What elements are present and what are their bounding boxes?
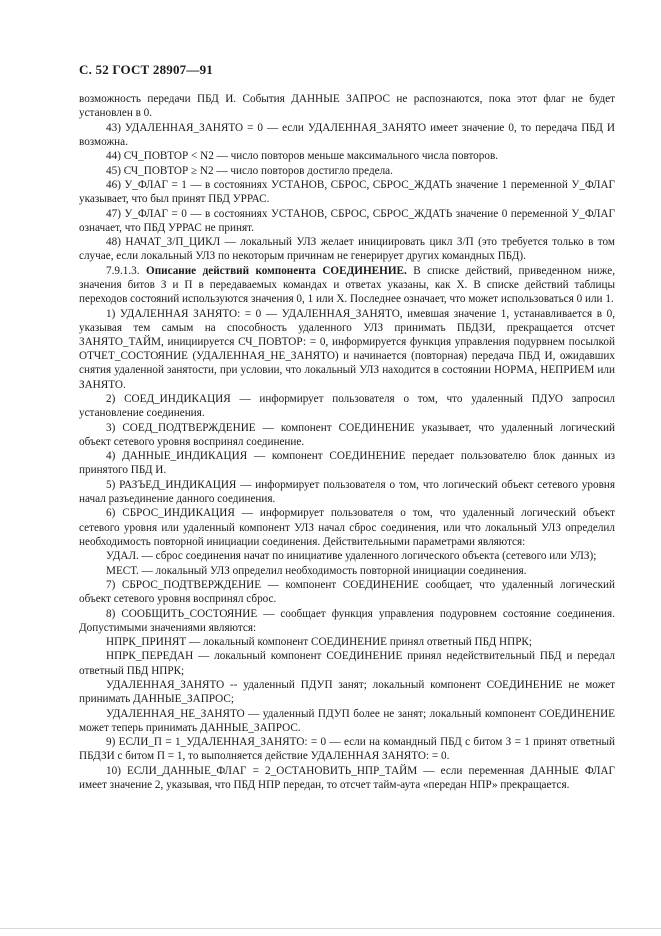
list-item: 46) У_ФЛАГ = 1 — в состояниях УСТАНОВ, СБРОС, СБРОС_ЖДАТЬ значение 1 переменной У_ФЛАГ указывает, что был принят ПБД УРРАС.: [79, 178, 615, 206]
action-item: 4) ДАННЫЕ_ИНДИКАЦИЯ — компонент СОЕДИНЕНИЕ передает пользователю блок данных из принятого ПБД И.: [79, 450, 615, 477]
section-text: В списке действий, приведенном ниже, значения битов З и П в передаваемых командах и ответах указаны, как X. В списке действий таблицы переходов состояний используются значения 0, 1 или X. Последнее означает, что может использоваться 0 или 1.: [79, 264, 615, 306]
paragraph-continuation: возможность передачи ПБД И. События ДАННЫЕ ЗАПРОС не распознаются, пока этот флаг не будет установлен в 0.: [79, 93, 615, 120]
action-item: 1) УДАЛЕННАЯ ЗАНЯТО: = 0 — УДАЛЕННАЯ_ЗАНЯТО, имевшая значение 1, устанавливается в 0, указывая тем самым на способность удаленного УЛЗ принимать ПБДЗИ, прекращается отсчет ЗАНЯТО_ТАЙМ, инициируется СЧ_ПОВТОР: = 0, информируется функция управления подурвнем посылкой ОТЧЕТ_СОСТОЯНИЕ (УДАЛЕННАЯ_НЕ_ЗАНЯТО) и начинается (повторная) передача ПБД И, ожидавших снятия удаленной занятости, при условии, что локальный УЛЗ находится в состоянии НОРМА, НЕПРИЕМ или ЗАНЯТО.: [79, 307, 615, 391]
action-item: 5) РАЗЪЕД_ИНДИКАЦИЯ — информирует пользователя о том, что логический объект сетевого уровня начал разъединение данного соединения.: [79, 478, 615, 505]
action-item: 3) СОЕД_ПОДТВЕРЖДЕНИЕ — компонент СОЕДИНЕНИЕ указывает, что удаленный логический объект сетевого уровня воспринял соединение.: [79, 421, 615, 448]
action-item: 9) ЕСЛИ_П = 1_УДАЛЕННАЯ_ЗАНЯТО: = 0 — если на командный ПБД с битом З = 1 принят ответный ПБДЗИ с битом П = 1, то выполняется действие УДАЛЕННАЯ ЗАНЯТО: = 0.: [79, 736, 615, 763]
action-item: 6) СБРОС_ИНДИКАЦИЯ — информирует пользователя о том, что удаленный логический объект сетевого уровня или удаленный компонент УЛЗ начал сброс соединения, или что локальный УЛЗ определил необходимость повторной инициации соединения. Действительными параметрами являются:: [79, 507, 615, 548]
definition-item: МЕСТ. — локальный УЛЗ определил необходимость повторной инициации соединения.: [106, 564, 527, 577]
list-item: 43) УДАЛЕННАЯ_ЗАНЯТО = 0 — если УДАЛЕННАЯ_ЗАНЯТО имеет значение 0, то передача ПБД И возможна.: [79, 121, 615, 148]
list-item: 47) У_ФЛАГ = 0 — в состояниях УСТАНОВ, СБРОС, СБРОС_ЖДАТЬ значение 0 переменной У_ФЛАГ означает, что ПБД УРРАС не принят.: [79, 207, 615, 234]
section-paragraph: [79, 264, 615, 307]
definition-item: УДАЛЕННАЯ_НЕ_ЗАНЯТО — удаленный ПДУП более не занят; локальный компонент СОЕДИНЕНИЕ может теперь принимать ДАННЫЕ_ЗАПРОС.: [79, 707, 615, 734]
section-number: 7.9.1.3.: [106, 264, 140, 277]
list-item: 45) СЧ_ПОВТОР ≥ N2 — число повторов достигло предела.: [106, 164, 393, 177]
action-item: 8) СООБЩИТЬ_СОСТОЯНИЕ — сообщает функция управления подуровнем состояние соединения. Допустимыми значениями являются:: [79, 607, 615, 634]
definition-item: УДАЛЕННАЯ_ЗАНЯТО -- удаленный ПДУП занят; локальный компонент СОЕДИНЕНИЕ не может принимать ДАННЫЕ_ЗАПРОС;: [79, 679, 615, 706]
list-item: 48) НАЧАТ_З/П_ЦИКЛ — локальный УЛЗ желает инициировать цикл З/П (это требуется только в том случае, если локальный УЛЗ по некоторым причинам не генерирует других командных ПБД).: [79, 236, 615, 263]
section-title: Описание действий компонента СОЕДИНЕНИЕ.: [146, 264, 407, 277]
page-header: С. 52 ГОСТ 28907—91: [79, 62, 213, 77]
action-item: 7) СБРОС_ПОДТВЕРЖДЕНИЕ — компонент СОЕДИНЕНИЕ сообщает, что удаленный логический объект сетевого уровня воспринял сброс.: [79, 578, 615, 606]
page-bottom-edge: [0, 928, 661, 929]
definition-item: НПРК_ПРИНЯТ — локальный компонент СОЕДИНЕНИЕ принял ответный ПБД НПРК;: [106, 636, 533, 649]
action-item: 2) СОЕД_ИНДИКАЦИЯ — информирует пользователя о том, что удаленный ПДУО запросил установление соединения.: [79, 392, 615, 420]
action-item: 10) ЕСЛИ_ДАННЫЕ_ФЛАГ = 2_ОСТАНОВИТЬ_НПР_ТАЙМ — если переменная ДАННЫЕ ФЛАГ имеет значение 2, указывая, что ПБД НПР передан, то отсчет тайм-аута «передан НПР» прекращается.: [79, 764, 615, 792]
definition-item: НПРК_ПЕРЕДАН — локальный компонент СОЕДИНЕНИЕ принял недействительный ПБД и передал ответный ПБД НПРК;: [79, 650, 615, 677]
document-body: [79, 92, 615, 792]
definition-item: УДАЛ. — сброс соединения начат по инициативе удаленного логического объекта (сетевого или УЛЗ);: [106, 550, 597, 563]
list-item: 44) СЧ_ПОВТОР < N2 — число повторов меньше максимального числа повторов.: [106, 150, 499, 163]
